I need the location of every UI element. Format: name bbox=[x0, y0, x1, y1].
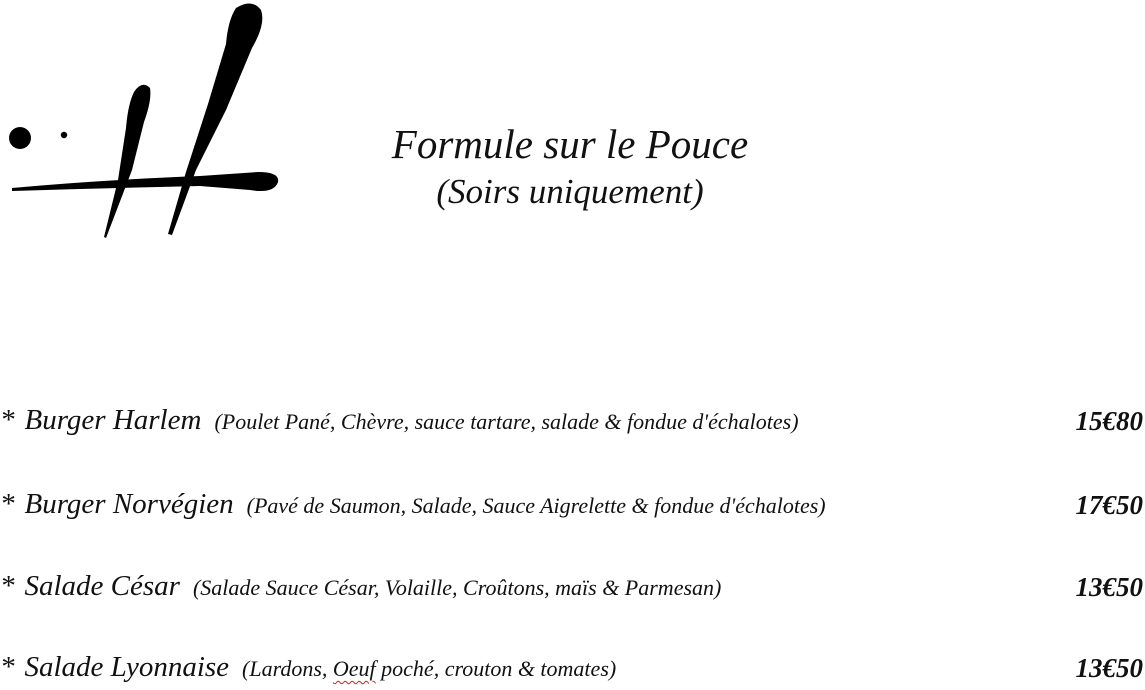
menu-item-bullet: * bbox=[0, 488, 15, 520]
menu-item-price: 15€80 bbox=[1075, 406, 1143, 436]
logo-dot-large bbox=[9, 127, 31, 149]
menu-item-name: Salade Lyonnaise bbox=[24, 651, 230, 683]
menu-item-name: Salade César bbox=[24, 570, 180, 602]
menu-item-name: Burger Norvégien bbox=[24, 488, 234, 520]
logo-stroke-horizontal bbox=[12, 172, 278, 191]
menu-item bbox=[0, 483, 1145, 527]
menu-item-description: (Poulet Pané, Chèvre, sauce tartare, salade & fondue d'échalotes) bbox=[214, 409, 799, 434]
menu-item-bullet: * bbox=[0, 570, 15, 602]
menu-item bbox=[0, 646, 1145, 690]
menu-item-description: (Salade Sauce César, Volaille, Croûtons, maïs & Parmesan) bbox=[192, 575, 722, 600]
logo-stroke-long bbox=[168, 3, 262, 235]
menu-item bbox=[0, 399, 1145, 443]
menu-item-price: 17€50 bbox=[1075, 490, 1143, 520]
description-text-before: (Lardons, bbox=[242, 656, 333, 681]
menu-item-price: 13€50 bbox=[1075, 572, 1143, 602]
menu-title-block bbox=[300, 118, 840, 214]
menu-title: Formule sur le Pouce bbox=[391, 121, 749, 167]
menu-item-line bbox=[0, 488, 826, 521]
menu-item-line bbox=[0, 570, 721, 603]
menu-item-price: 13€50 bbox=[1075, 653, 1143, 683]
menu-item-line bbox=[0, 651, 616, 684]
menu-item-name: Burger Harlem bbox=[24, 404, 202, 436]
menu-item-description bbox=[242, 656, 616, 681]
menu-item bbox=[0, 565, 1145, 609]
menu-subtitle: (Soirs uniquement) bbox=[436, 172, 704, 211]
spellcheck-flagged-word: Oeuf bbox=[332, 656, 376, 681]
logo-dot-small bbox=[61, 132, 67, 138]
description-text-after: poché, crouton & tomates) bbox=[375, 656, 617, 681]
menu-item-bullet: * bbox=[0, 404, 15, 436]
menu-item-line bbox=[0, 404, 799, 437]
menu-item-description: (Pavé de Saumon, Salade, Sauce Aigrelette & fondue d'échalotes) bbox=[246, 493, 826, 518]
brush-logo bbox=[0, 0, 290, 245]
menu-item-bullet: * bbox=[0, 651, 15, 683]
logo-stroke-short bbox=[104, 85, 150, 238]
